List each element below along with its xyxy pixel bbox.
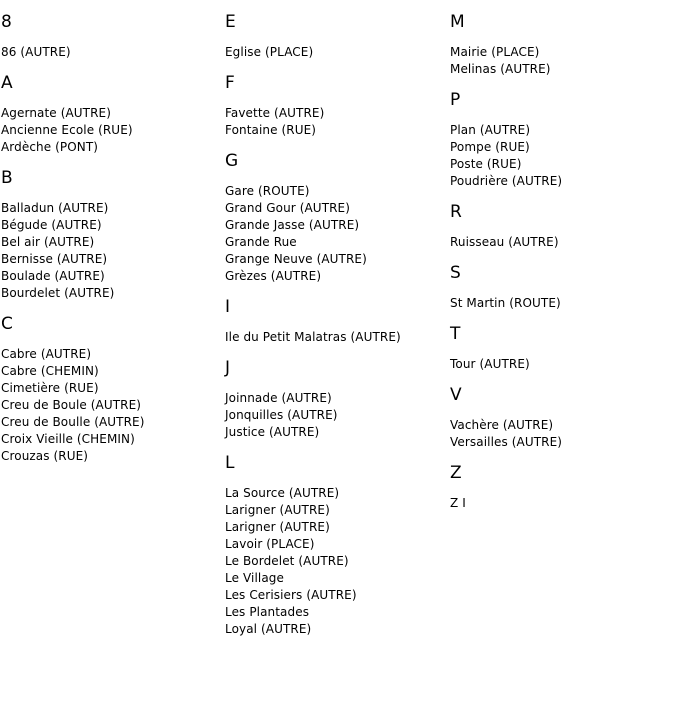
letter-heading: J xyxy=(225,358,231,378)
entry-list xyxy=(450,495,672,512)
letter-heading: 8 xyxy=(1,12,12,32)
entry-list xyxy=(225,183,447,285)
street-entry[interactable]: Grèzes (AUTRE) xyxy=(225,269,322,283)
street-entry[interactable]: Loyal (AUTRE) xyxy=(225,622,312,636)
letter-heading: T xyxy=(450,324,461,344)
street-entry[interactable]: Cimetière (RUE) xyxy=(1,381,99,395)
index-column xyxy=(225,12,447,650)
letter-heading: L xyxy=(225,453,235,473)
letter-heading: R xyxy=(450,202,462,222)
street-entry[interactable]: Cabre (AUTRE) xyxy=(1,347,92,361)
street-entry[interactable]: Grange Neuve (AUTRE) xyxy=(225,252,367,266)
entry-list xyxy=(450,234,672,251)
entry-list xyxy=(450,295,672,312)
street-entry[interactable]: Les Plantades xyxy=(225,605,310,619)
street-entry[interactable]: Grande Jasse (AUTRE) xyxy=(225,218,360,232)
letter-heading: P xyxy=(450,90,461,110)
letter-section xyxy=(450,463,672,512)
street-entry[interactable]: Grand Gour (AUTRE) xyxy=(225,201,351,215)
letter-section xyxy=(450,385,672,451)
street-entry[interactable]: Gare (ROUTE) xyxy=(225,184,310,198)
letter-section xyxy=(225,358,447,441)
street-entry[interactable]: Vachère (AUTRE) xyxy=(450,418,554,432)
entry-list xyxy=(225,485,447,638)
letter-section xyxy=(1,314,223,465)
street-entry[interactable]: Grande Rue xyxy=(225,235,297,249)
street-entry[interactable]: Fontaine (RUE) xyxy=(225,123,317,137)
entry-list xyxy=(225,390,447,441)
street-entry[interactable]: Ruisseau (AUTRE) xyxy=(450,235,559,249)
letter-heading: E xyxy=(225,12,236,32)
letter-heading: B xyxy=(1,168,13,188)
street-entry[interactable]: Bégude (AUTRE) xyxy=(1,218,102,232)
street-entry[interactable]: La Source (AUTRE) xyxy=(225,486,340,500)
street-entry[interactable]: Pompe (RUE) xyxy=(450,140,530,154)
letter-heading: F xyxy=(225,73,235,93)
letter-section xyxy=(450,12,672,78)
letter-section xyxy=(1,73,223,156)
letter-heading: M xyxy=(450,12,465,32)
street-entry[interactable]: 86 (AUTRE) xyxy=(1,45,71,59)
street-entry[interactable]: Eglise (PLACE) xyxy=(225,45,314,59)
street-entry[interactable]: Plan (AUTRE) xyxy=(450,123,531,137)
street-entry[interactable]: Le Village xyxy=(225,571,284,585)
letter-heading: A xyxy=(1,73,13,93)
street-entry[interactable]: Tour (AUTRE) xyxy=(450,357,530,371)
letter-section xyxy=(450,202,672,251)
street-entry[interactable]: Mairie (PLACE) xyxy=(450,45,540,59)
letter-section xyxy=(1,168,223,302)
street-entry[interactable]: Cabre (CHEMIN) xyxy=(1,364,99,378)
street-entry[interactable]: Crouzas (RUE) xyxy=(1,449,89,463)
street-entry[interactable]: Les Cerisiers (AUTRE) xyxy=(225,588,357,602)
entry-list xyxy=(225,44,447,61)
street-entry[interactable]: Creu de Boulle (AUTRE) xyxy=(1,415,145,429)
street-entry[interactable]: Balladun (AUTRE) xyxy=(1,201,109,215)
letter-section xyxy=(225,297,447,346)
letter-heading: I xyxy=(225,297,231,317)
street-entry[interactable]: Poudrière (AUTRE) xyxy=(450,174,563,188)
street-entry[interactable]: Z I xyxy=(450,496,466,510)
letter-heading: Z xyxy=(450,463,462,483)
letter-heading: S xyxy=(450,263,461,283)
street-entry[interactable]: Bourdelet (AUTRE) xyxy=(1,286,115,300)
letter-section xyxy=(225,12,447,61)
street-entry[interactable]: Agernate (AUTRE) xyxy=(1,106,111,120)
entry-list xyxy=(450,356,672,373)
entry-list xyxy=(450,417,672,451)
street-entry[interactable]: Boulade (AUTRE) xyxy=(1,269,105,283)
street-entry[interactable]: Croix Vieille (CHEMIN) xyxy=(1,432,135,446)
street-entry[interactable]: Le Bordelet (AUTRE) xyxy=(225,554,349,568)
index-column xyxy=(450,12,672,524)
street-entry[interactable]: Justice (AUTRE) xyxy=(225,425,320,439)
street-entry[interactable]: Creu de Boule (AUTRE) xyxy=(1,398,142,412)
letter-section xyxy=(450,324,672,373)
letter-section xyxy=(225,453,447,638)
entry-list xyxy=(225,329,447,346)
street-entry[interactable]: Favette (AUTRE) xyxy=(225,106,325,120)
street-entry[interactable]: Bernisse (AUTRE) xyxy=(1,252,108,266)
entry-list xyxy=(450,44,672,78)
entry-list xyxy=(1,105,223,156)
street-entry[interactable]: Versailles (AUTRE) xyxy=(450,435,563,449)
letter-section xyxy=(450,90,672,190)
street-entry[interactable]: Ile du Petit Malatras (AUTRE) xyxy=(225,330,401,344)
entry-list xyxy=(1,200,223,302)
street-entry[interactable]: Lavoir (PLACE) xyxy=(225,537,315,551)
street-entry[interactable]: St Martin (ROUTE) xyxy=(450,296,561,310)
entry-list xyxy=(1,346,223,465)
street-entry[interactable]: Larigner (AUTRE) xyxy=(225,520,330,534)
street-entry[interactable]: Ardèche (PONT) xyxy=(1,140,99,154)
entry-list xyxy=(225,105,447,139)
index-column xyxy=(1,12,223,477)
letter-section xyxy=(450,263,672,312)
letter-heading: V xyxy=(450,385,462,405)
street-entry[interactable]: Jonquilles (AUTRE) xyxy=(225,408,338,422)
letter-section xyxy=(225,73,447,139)
street-entry[interactable]: Poste (RUE) xyxy=(450,157,522,171)
entry-list xyxy=(1,44,223,61)
letter-heading: C xyxy=(1,314,13,334)
street-entry[interactable]: Melinas (AUTRE) xyxy=(450,62,551,76)
letter-heading: G xyxy=(225,151,239,171)
letter-section xyxy=(225,151,447,285)
street-entry[interactable]: Joinnade (AUTRE) xyxy=(225,391,332,405)
letter-section xyxy=(1,12,223,61)
street-entry[interactable]: Larigner (AUTRE) xyxy=(225,503,330,517)
entry-list xyxy=(450,122,672,190)
street-entry[interactable]: Ancienne Ecole (RUE) xyxy=(1,123,133,137)
street-entry[interactable]: Bel air (AUTRE) xyxy=(1,235,95,249)
